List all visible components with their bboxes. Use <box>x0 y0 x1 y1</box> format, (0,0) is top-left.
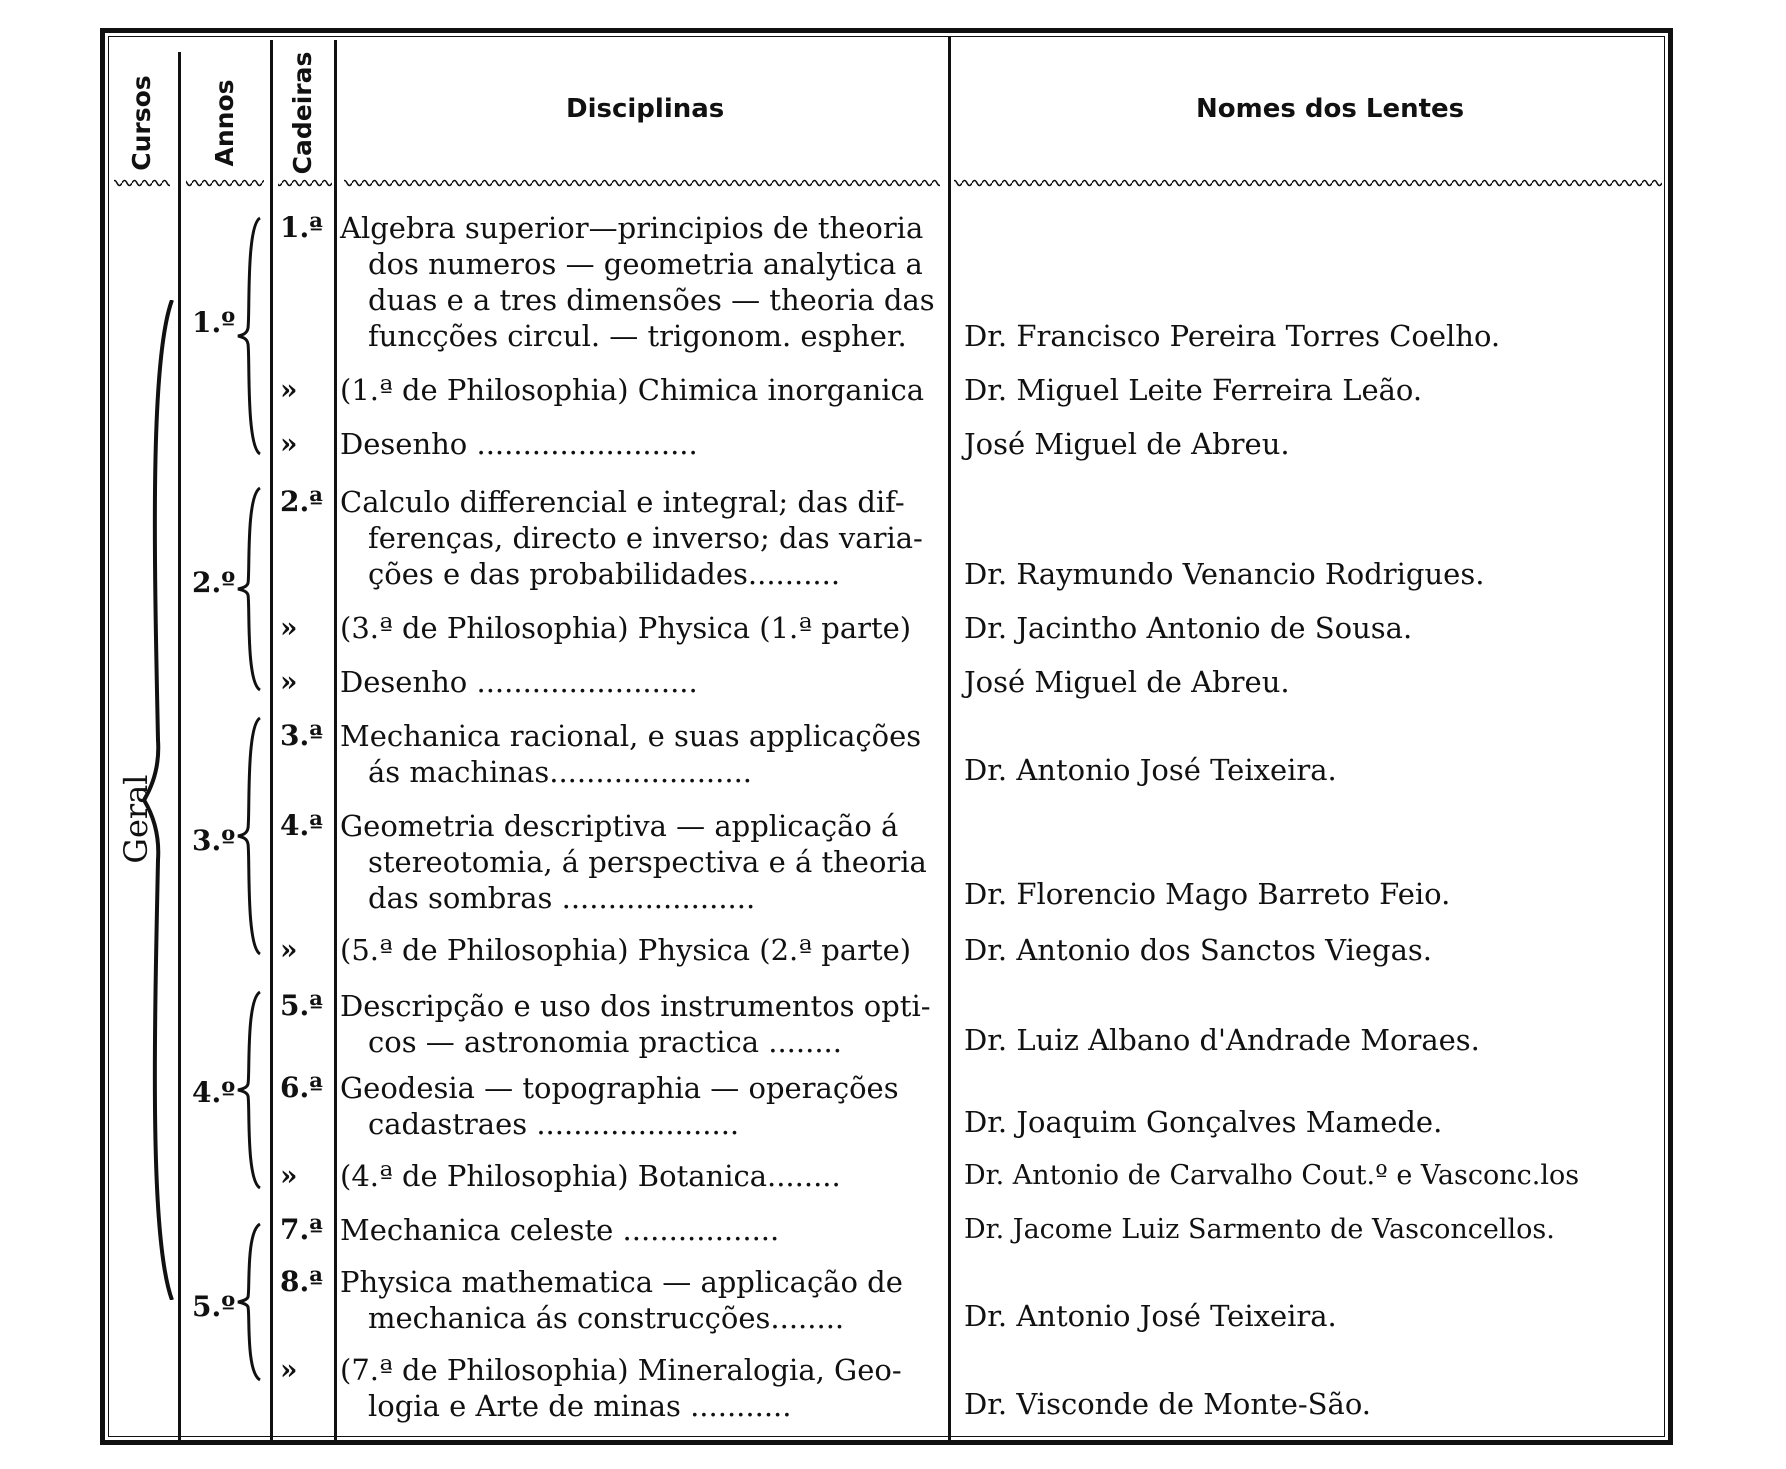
lente: Dr. Joaquim Gonçalves Mamede. <box>964 1105 1443 1139</box>
lente: Dr. Luiz Albano d'Andrade Moraes. <box>964 1023 1480 1057</box>
header-cursos: Cursos <box>127 75 156 171</box>
cadeira: » <box>280 933 298 966</box>
cadeira: 3.ª <box>280 719 323 752</box>
lente: Dr. Antonio de Carvalho Cout.º e Vasconc.los <box>964 1160 1580 1191</box>
disciplina: Physica mathematica — applicação de mechanica ás construcções........ <box>340 1265 903 1335</box>
anno-2: 2.º <box>192 566 236 599</box>
disciplina: (4.ª de Philosophia) Botanica........ <box>340 1159 841 1193</box>
lente: José Miguel de Abreu. <box>964 665 1290 699</box>
col-sep-cadeiras <box>334 40 337 1440</box>
cadeira: » <box>280 1159 298 1192</box>
lente: Dr. Antonio José Teixeira. <box>964 753 1337 787</box>
disciplina: Geometria descriptiva — applicação á stereotomia, á perspectiva e á theoria das sombras ..................... <box>340 809 927 915</box>
lente: Dr. Jacome Luiz Sarmento de Vasconcellos. <box>964 1214 1555 1245</box>
disciplina: (5.ª de Philosophia) Physica (2.ª parte) <box>340 933 912 967</box>
header-disciplinas: Disciplinas <box>566 94 725 124</box>
cadeira: 7.ª <box>280 1213 323 1246</box>
lente: Dr. Florencio Mago Barreto Feio. <box>964 877 1451 911</box>
cadeira: » <box>280 665 298 698</box>
lente: Dr. Francisco Pereira Torres Coelho. <box>964 319 1501 353</box>
anno-brace-3 <box>236 716 264 956</box>
disciplina: Mechanica celeste ................. <box>340 1213 780 1247</box>
anno-brace-5 <box>236 1222 264 1382</box>
lente: Dr. Antonio José Teixeira. <box>964 1299 1337 1333</box>
lente: José Miguel de Abreu. <box>964 427 1290 461</box>
anno-5: 5.º <box>192 1290 236 1323</box>
disciplina: Desenho ........................ <box>340 427 698 461</box>
lente: Dr. Miguel Leite Ferreira Leão. <box>964 373 1423 407</box>
cadeira: » <box>280 427 298 460</box>
disciplina: Descripção e uso dos instrumentos opti- cos — astronomia practica ........ <box>340 989 931 1059</box>
header-cadeiras: Cadeiras <box>288 51 317 175</box>
anno-brace-4 <box>236 990 264 1190</box>
cadeira: » <box>280 1353 298 1386</box>
lente: Dr. Visconde de Monte-São. <box>964 1387 1371 1421</box>
lente: Dr. Raymundo Venancio Rodrigues. <box>964 557 1485 591</box>
header-wavy-rule <box>112 176 1668 190</box>
lente: Dr. Antonio dos Sanctos Viegas. <box>964 933 1432 967</box>
cadeira: 8.ª <box>280 1265 323 1298</box>
cadeira: 5.ª <box>280 989 323 1022</box>
disciplina: Algebra superior—principios de theoria dos numeros — geometria analytica a duas e a tres dimensões — theoria das funcções circul. — trigonom. espher. <box>340 211 935 353</box>
lente: Dr. Jacintho Antonio de Sousa. <box>964 611 1413 645</box>
cadeira: 2.ª <box>280 485 323 518</box>
disciplina: Desenho ........................ <box>340 665 698 699</box>
disciplina: Mechanica racional, e suas applicações ás machinas...................... <box>340 719 922 789</box>
disciplina: (3.ª de Philosophia) Physica (1.ª parte) <box>340 611 912 645</box>
anno-brace-2 <box>236 486 264 692</box>
anno-1: 1.º <box>192 306 236 339</box>
cadeira: » <box>280 611 298 644</box>
cadeira: 4.ª <box>280 809 323 842</box>
header-lentes: Nomes dos Lentes <box>1196 94 1465 124</box>
disciplina: (1.ª de Philosophia) Chimica inorganica <box>340 373 925 407</box>
col-sep-disciplinas <box>948 36 951 1442</box>
anno-3: 3.º <box>192 824 236 857</box>
cadeira: » <box>280 373 298 406</box>
disciplina: Geodesia — topographia — operações cadastraes ...................... <box>340 1071 899 1141</box>
header-annos: Annos <box>210 79 239 167</box>
anno-brace-1 <box>236 216 264 456</box>
cadeira: 1.ª <box>280 211 323 244</box>
col-sep-annos <box>270 40 273 1440</box>
cadeira: 6.ª <box>280 1071 323 1104</box>
anno-4: 4.º <box>192 1076 236 1109</box>
curso-geral: Geral <box>117 774 155 864</box>
disciplina: (7.ª de Philosophia) Mineralogia, Geo- logia e Arte de minas ........... <box>340 1353 902 1423</box>
disciplina: Calculo differencial e integral; das dif- ferenças, directo e inverso; das varia- ções e das probabilidades.......... <box>340 485 923 591</box>
